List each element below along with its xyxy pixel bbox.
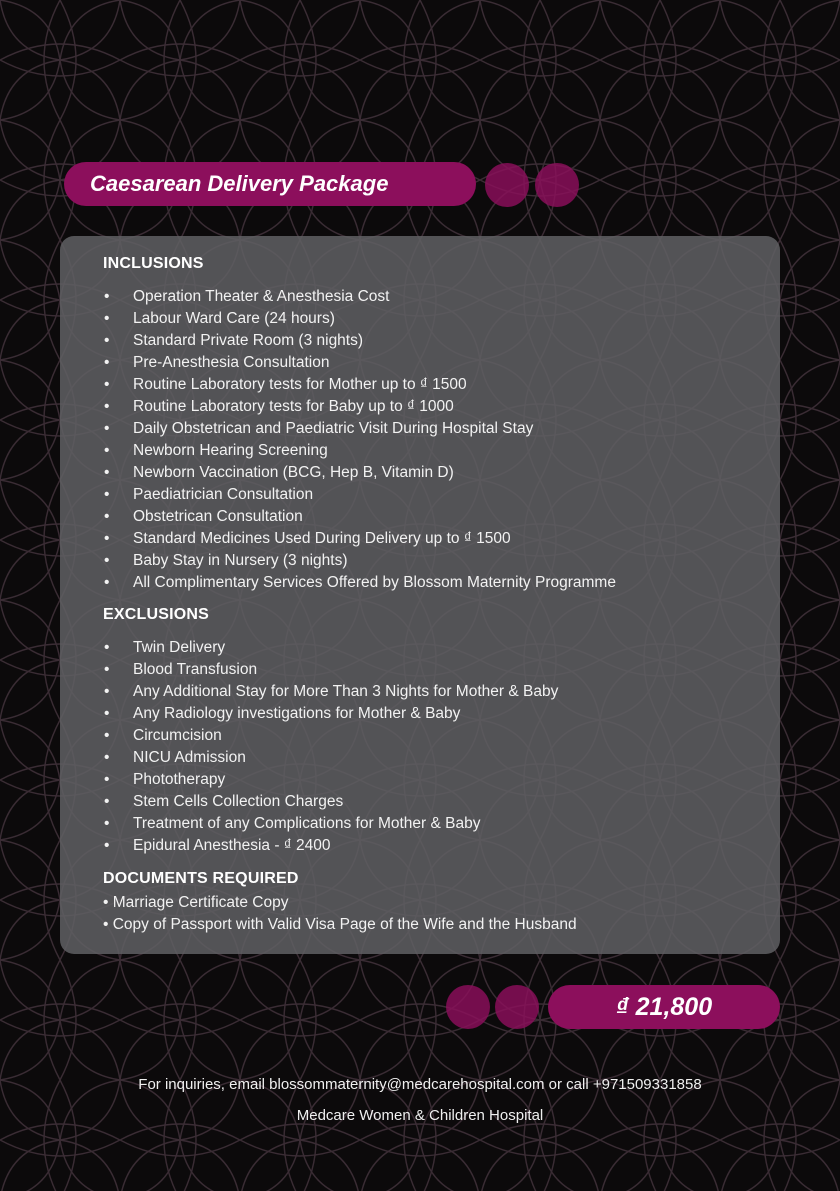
inclusion-item (60, 506, 616, 528)
bullet-icon: • (104, 464, 110, 481)
bullet-icon: • (104, 574, 110, 591)
exclusion-item (60, 703, 558, 725)
exclusion-item-label: Stem Cells Collection Charges (133, 793, 344, 810)
inclusion-item-label: Routine Laboratory tests for Mother up to ₫ 1500 (133, 376, 467, 393)
exclusion-item-label: Epidural Anesthesia - ₫ 2400 (133, 837, 331, 854)
inclusion-item (60, 418, 616, 440)
bullet-icon: • (104, 508, 110, 525)
bullet-icon: • (104, 288, 110, 305)
inclusion-item-label: Newborn Hearing Screening (133, 442, 328, 459)
bullet-icon: • (104, 661, 110, 678)
exclusion-item-label: Circumcision (133, 727, 222, 744)
documents-heading: DOCUMENTS REQUIRED (103, 870, 299, 887)
exclusion-item (60, 835, 558, 857)
inclusion-item (60, 330, 616, 352)
package-title: Caesarean Delivery Package (90, 171, 389, 196)
inclusion-item-label: Daily Obstetrican and Paediatric Visit During Hospital Stay (133, 420, 534, 437)
exclusion-item (60, 747, 558, 769)
inclusion-item (60, 440, 616, 462)
exclusion-item (60, 725, 558, 747)
inclusion-item-label: Obstetrican Consultation (133, 508, 303, 525)
exclusion-item-label: Any Additional Stay for More Than 3 Nights for Mother & Baby (133, 683, 559, 700)
exclusion-item-label: Blood Transfusion (133, 661, 258, 678)
inclusion-item (60, 484, 616, 506)
inclusion-item-label: Paediatrician Consultation (133, 486, 314, 503)
bullet-icon: • (104, 815, 110, 832)
documents-list (103, 892, 577, 936)
inclusion-item (60, 286, 616, 308)
inclusion-item (60, 550, 616, 572)
inclusion-item (60, 462, 616, 484)
decorative-circle (485, 163, 529, 207)
exclusion-item-label: Phototherapy (133, 771, 226, 788)
inclusion-item (60, 352, 616, 374)
decorative-circle (446, 985, 490, 1029)
exclusion-item (60, 637, 558, 659)
inclusion-item (60, 374, 616, 396)
exclusion-item (60, 769, 558, 791)
exclusion-item (60, 681, 558, 703)
exclusion-item-label: Twin Delivery (133, 639, 226, 656)
exclusion-item-label: NICU Admission (133, 749, 246, 766)
inclusions-list (60, 286, 616, 594)
inclusions-heading: INCLUSIONS (103, 255, 204, 272)
inclusion-item (60, 572, 616, 594)
exclusion-item (60, 659, 558, 681)
bullet-icon: • (104, 771, 110, 788)
bullet-icon: • (104, 793, 110, 810)
bullet-icon: • (104, 552, 110, 569)
price-banner (548, 985, 780, 1029)
bullet-icon: • (104, 332, 110, 349)
hospital-name: Medcare Women & Children Hospital (296, 1107, 544, 1124)
bullet-icon: • (104, 398, 110, 415)
bullet-icon: • (104, 442, 110, 459)
inclusion-item-label: Standard Private Room (3 nights) (133, 332, 364, 349)
decorative-circle (495, 985, 539, 1029)
inclusion-item-label: Routine Laboratory tests for Baby up to ₫ 1000 (133, 398, 454, 415)
exclusion-item-label: Treatment of any Complications for Mother & Baby (133, 815, 481, 832)
exclusions-heading: EXCLUSIONS (103, 606, 210, 623)
exclusion-item-label: Any Radiology investigations for Mother & Baby (133, 705, 461, 722)
inclusion-item-label: Operation Theater & Anesthesia Cost (133, 288, 390, 305)
bullet-icon: • (104, 354, 110, 371)
contact-line: For inquiries, email blossommaternity@medcarehospital.com or call +971509331858 (138, 1076, 702, 1093)
exclusions-list (60, 637, 558, 857)
exclusion-item (60, 813, 558, 835)
inclusion-item-label: Standard Medicines Used During Delivery up to ₫ 1500 (133, 530, 511, 547)
bullet-icon: • (104, 530, 110, 547)
document-item: • Marriage Certificate Copy (103, 894, 289, 911)
inclusion-item-label: Pre-Anesthesia Consultation (133, 354, 330, 371)
inclusion-item (60, 308, 616, 330)
inclusion-item-label: Labour Ward Care (24 hours) (133, 310, 335, 327)
bullet-icon: • (104, 376, 110, 393)
inclusion-item-label: All Complimentary Services Offered by Blossom Maternity Programme (133, 574, 616, 591)
document-item: • Copy of Passport with Valid Visa Page of the Wife and the Husband (103, 916, 577, 933)
bullet-icon: • (104, 639, 110, 656)
inclusion-item (60, 528, 616, 550)
bullet-icon: • (104, 705, 110, 722)
bullet-icon: • (104, 310, 110, 327)
bullet-icon: • (104, 486, 110, 503)
exclusion-item (60, 791, 558, 813)
package-title-banner (64, 162, 476, 206)
package-details-panel (60, 236, 780, 954)
bullet-icon: • (104, 420, 110, 437)
inclusion-item (60, 396, 616, 418)
inclusion-item-label: Baby Stay in Nursery (3 nights) (133, 552, 348, 569)
bullet-icon: • (104, 727, 110, 744)
bullet-icon: • (104, 749, 110, 766)
package-price: ₫ 21,800 (615, 993, 713, 1021)
bullet-icon: • (104, 683, 110, 700)
bullet-icon: • (104, 837, 110, 854)
decorative-circle (535, 163, 579, 207)
inclusion-item-label: Newborn Vaccination (BCG, Hep B, Vitamin D) (133, 464, 454, 481)
